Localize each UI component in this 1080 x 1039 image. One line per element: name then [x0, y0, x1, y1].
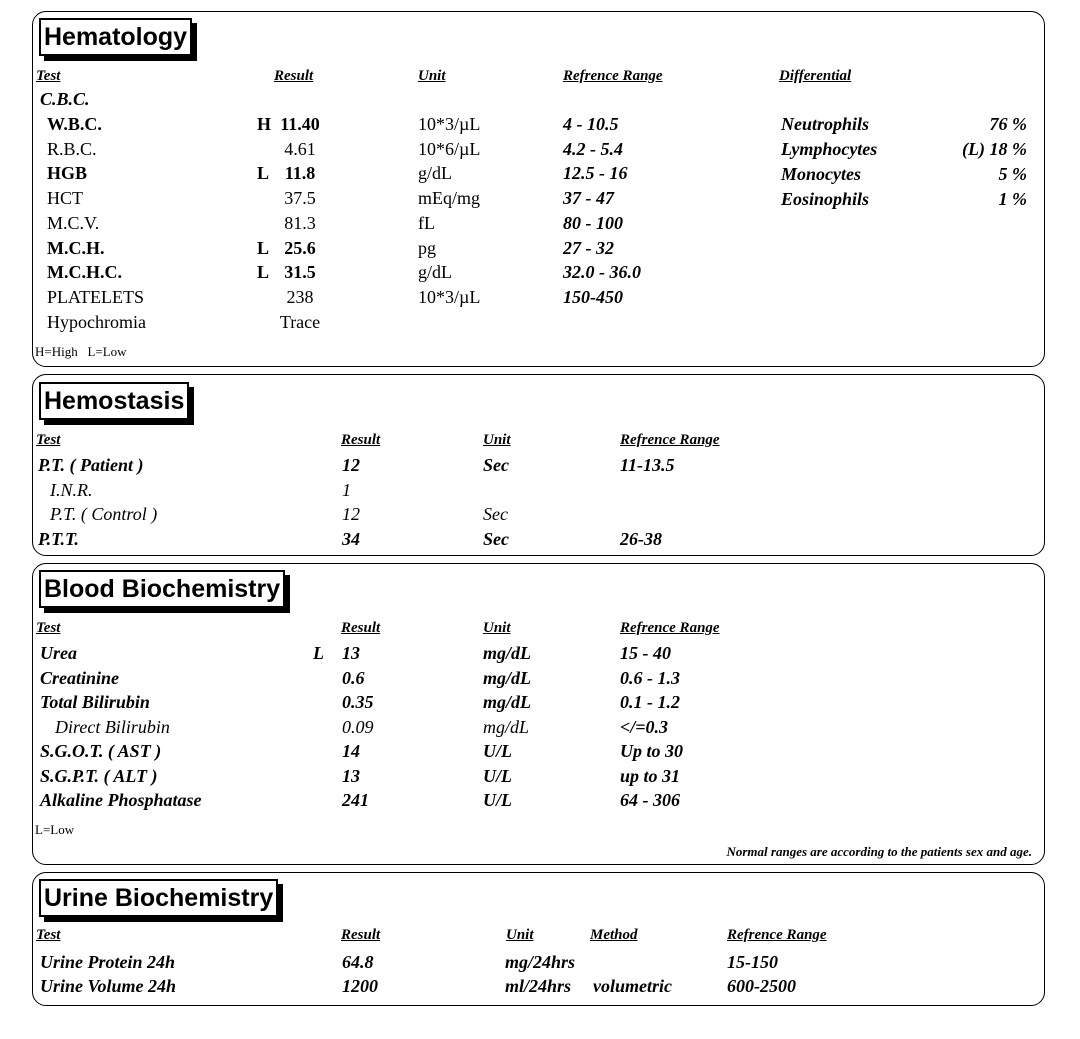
biochemistry-range: 64 - 306 [620, 790, 680, 810]
hematology-unit: fL [418, 212, 435, 233]
hemostasis-unit: Sec [483, 455, 509, 475]
urine-unit: mg/24hrs [505, 952, 576, 972]
biochemistry-test-name: Total Bilirubin [40, 692, 150, 712]
biochemistry-unit: mg/dL [483, 667, 531, 688]
hematology-result: 37.5 [284, 188, 316, 209]
differential-value: 76 % [989, 114, 1027, 134]
hematology-unit: g/dL [418, 163, 452, 184]
hemostasis-header-unit: Unit [483, 432, 511, 448]
hemostasis-test-name: P.T. ( Control ) [50, 504, 158, 524]
hematology-flag: L [257, 163, 270, 184]
biochemistry-result: 13 [342, 643, 360, 663]
hemostasis-title: Hemostasis [39, 382, 189, 420]
differential-value: (L) 18 % [962, 139, 1027, 159]
hemostasis-unit: Sec [483, 528, 509, 549]
hemostasis-header-result: Result [341, 432, 381, 448]
hematology-test-name: PLATELETS [47, 286, 144, 307]
hematology-test-name: HGB [47, 163, 88, 184]
hematology-range: 32.0 - 36.0 [563, 262, 641, 283]
biochemistry-result: 241 [342, 790, 369, 810]
hematology-unit: 10*6/µL [418, 138, 481, 159]
hemostasis-header-test: Test [36, 432, 61, 448]
hemostasis-test-name: P.T. ( Patient ) [38, 455, 144, 475]
biochemistry-header-result: Result [341, 620, 381, 636]
hematology-header-unit: Unit [418, 68, 446, 84]
hematology-result: 11.8 [284, 163, 316, 184]
hemostasis-range: 26-38 [620, 528, 662, 549]
hemostasis-result: 34 [342, 528, 360, 549]
biochemistry-test-name: Creatinine [40, 667, 120, 688]
urine-result: 1200 [342, 976, 378, 996]
biochemistry-unit: U/L [483, 765, 512, 786]
hematology-range: 37 - 47 [563, 188, 614, 209]
hematology-result: 81.3 [284, 212, 316, 233]
hematology-flag: L [257, 262, 270, 283]
biochemistry-test-name: Alkaline Phosphatase [40, 790, 202, 810]
hematology-header-test: Test [36, 68, 61, 84]
hematology-header-differential: Differential [779, 68, 852, 84]
hemostasis-test-name: I.N.R. [50, 479, 93, 500]
urine-header-test: Test [36, 927, 61, 943]
hematology-panel [32, 11, 1045, 367]
hematology-test-name: M.C.H.C. [47, 262, 122, 283]
biochemistry-result: 0.09 [342, 716, 374, 737]
biochemistry-panel [32, 563, 1045, 865]
urine-header-range: Refrence Range [727, 927, 827, 943]
hematology-unit: 10*3/µL [418, 286, 481, 307]
differential-name: Neutrophils [781, 114, 870, 134]
hematology-result: 4.61 [284, 138, 316, 159]
urine-range: 600-2500 [727, 976, 796, 996]
differential-name: Eosinophils [781, 189, 870, 209]
hematology-flag: H [257, 114, 272, 134]
biochemistry-test-name: S.G.P.T. ( ALT ) [40, 765, 158, 786]
hemostasis-test-name: P.T.T. [38, 528, 79, 549]
hematology-result: Trace [279, 311, 321, 332]
biochemistry-result: 14 [342, 741, 360, 761]
hematology-result: 238 [286, 286, 314, 307]
urine-test-name: Urine Protein 24h [40, 952, 176, 972]
normal-ranges-note: Normal ranges are according to the patients sex and age. [726, 844, 1032, 859]
hemostasis-panel [32, 374, 1045, 556]
hematology-flag: L [257, 237, 270, 258]
hematology-test-name: W.B.C. [47, 114, 102, 134]
urine-header-unit: Unit [506, 927, 534, 943]
differential-name: Monocytes [781, 164, 861, 184]
biochemistry-unit: mg/dL [483, 716, 530, 737]
hemostasis-header-range: Refrence Range [620, 432, 720, 448]
hematology-range: 4 - 10.5 [563, 114, 619, 134]
hematology-result: 11.40 [280, 114, 320, 134]
hemostasis-result: 1 [342, 479, 351, 500]
biochemistry-legend: L=Low [35, 822, 75, 837]
differential-name: Lymphocytes [781, 139, 878, 159]
hemostasis-unit: Sec [483, 504, 508, 524]
biochemistry-range: 15 - 40 [620, 643, 671, 663]
biochemistry-range: 0.6 - 1.3 [620, 667, 680, 688]
hematology-unit: pg [418, 237, 436, 258]
hematology-range: 12.5 - 16 [563, 163, 628, 184]
hematology-test-name: M.C.V. [47, 212, 100, 233]
biochemistry-result: 13 [342, 765, 360, 786]
hematology-result: 31.5 [284, 262, 316, 283]
biochemistry-unit: mg/dL [483, 692, 531, 712]
biochemistry-test-name: S.G.O.T. ( AST ) [40, 741, 162, 761]
urine-title: Urine Biochemistry [39, 879, 278, 917]
hematology-range: 4.2 - 5.4 [563, 138, 623, 159]
urine-method: volumetric [593, 976, 672, 996]
hematology-title: Hematology [39, 18, 192, 56]
urine-header-method: Method [590, 927, 638, 943]
biochemistry-unit: U/L [483, 741, 512, 761]
differential-value: 5 % [998, 164, 1027, 184]
biochemistry-unit: mg/dL [483, 643, 531, 663]
hematology-header-result: Result [274, 68, 314, 84]
hemostasis-result: 12 [342, 504, 360, 524]
cbc-group-label: C.B.C. [40, 89, 90, 109]
hematology-test-name: HCT [47, 188, 83, 209]
hematology-test-name: Hypochromia [47, 311, 146, 332]
hematology-legend: H=High L=Low [35, 344, 127, 359]
biochemistry-test-name: Direct Bilirubin [55, 716, 170, 737]
differential-value: 1 % [998, 189, 1027, 209]
hematology-test-name: R.B.C. [47, 138, 97, 159]
biochemistry-header-unit: Unit [483, 620, 511, 636]
biochemistry-range: up to 31 [620, 765, 681, 786]
urine-header-result: Result [341, 927, 381, 943]
biochemistry-range: 0.1 - 1.2 [620, 692, 680, 712]
urine-test-name: Urine Volume 24h [40, 976, 177, 996]
urine-unit: ml/24hrs [505, 976, 572, 996]
biochemistry-result: 0.35 [342, 692, 374, 712]
biochemistry-flag: L [313, 643, 324, 663]
hematology-unit: mEq/mg [418, 188, 480, 209]
hemostasis-range: 11-13.5 [620, 455, 675, 475]
hematology-test-name: M.C.H. [47, 237, 105, 258]
urine-range: 15-150 [727, 952, 778, 972]
urine-result: 64.8 [342, 952, 374, 972]
hematology-unit: 10*3/µL [418, 114, 481, 134]
hemostasis-result: 12 [342, 455, 360, 475]
biochemistry-result: 0.6 [342, 667, 365, 688]
biochemistry-range: Up to 30 [620, 741, 683, 761]
hematology-unit: g/dL [418, 262, 452, 283]
biochemistry-test-name: Urea [40, 643, 77, 663]
hematology-range: 27 - 32 [563, 237, 614, 258]
biochemistry-title: Blood Biochemistry [39, 570, 285, 608]
hematology-range: 80 - 100 [563, 212, 623, 233]
biochemistry-unit: U/L [483, 790, 512, 810]
biochemistry-header-test: Test [36, 620, 61, 636]
hematology-range: 150-450 [563, 286, 623, 307]
biochemistry-range: </=0.3 [620, 716, 669, 737]
biochemistry-header-range: Refrence Range [620, 620, 720, 636]
hematology-header-range: Refrence Range [563, 68, 663, 84]
hematology-result: 25.6 [284, 237, 316, 258]
